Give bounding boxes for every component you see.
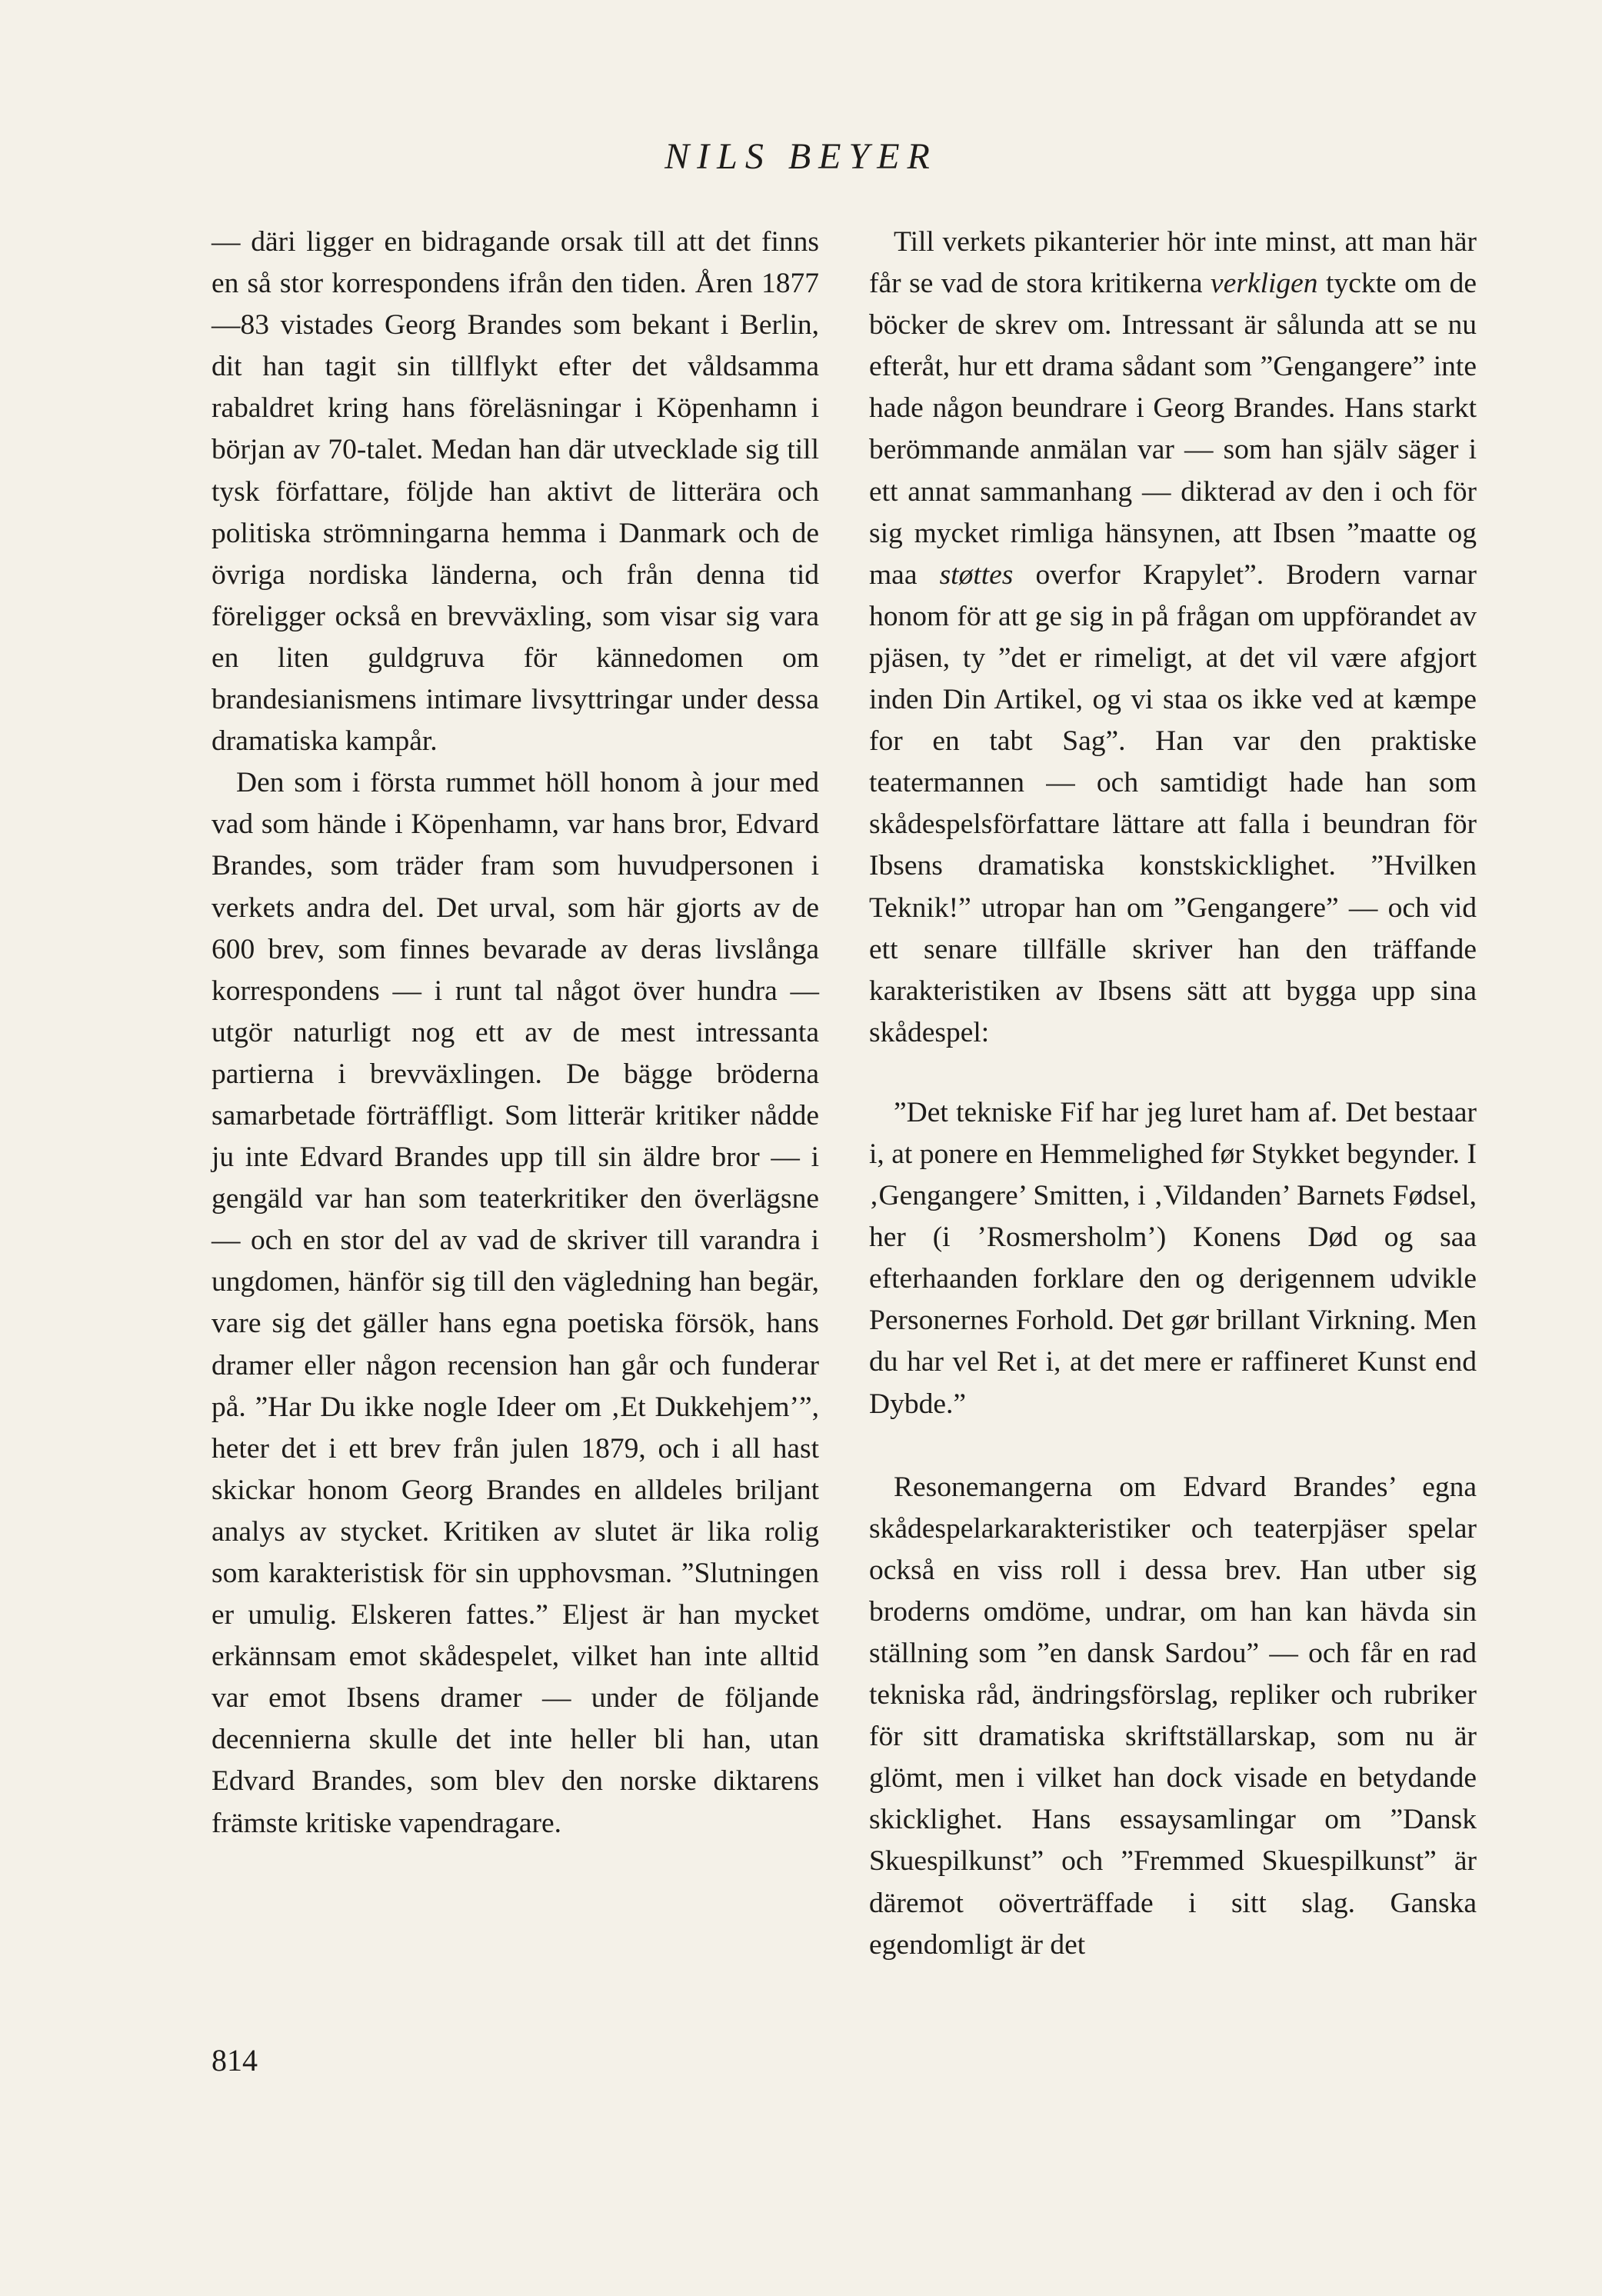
running-header: NILS BEYER (664, 136, 938, 177)
left-column (211, 222, 819, 1844)
text-run: Till verkets pikanterier hör inte minst, att man här får se vad de stora kritikerna (869, 226, 1477, 300)
paragraph: Den som i första rummet höll honom à jour med vad som hände i Köpenhamn, var hans bror, Edvard Brandes, som träder fram som huvudpersonen i verkets andra del. Det urval, som här gjorts av de 600 brev, som finnes bevarade av deras livslånga korrespondens — i runt tal något över hundra — utgör naturligt nog ett av de mest intressanta partierna i brevväxlingen. De bägge bröderna samarbetade förträffligt. Som litterär kritiker nådde ju inte Edvard Brandes upp till sin äldre bror — i gengäld var han som teaterkritiker den överlägsne — och en stor del av vad de skriver till varandra i ungdomen, hänför sig till den vägledning han begär, vare sig det gäller hans egna poetiska försök, hans dramer eller någon recension han går och funderar på. ”Har Du ikke nogle Ideer om ‚Et Dukkehjem’”, heter det i ett brev från julen 1879, och i all hast skickar honom Georg Brandes en alldeles briljant analys av stycket. Kritiken av slutet är lika rolig som karakteristisk för sin upphovsman. ”Slutningen er umulig. Elskeren fattes.” Eljest är han mycket erkännsam emot skådespelet, vilket han inte alltid var emot Ibsens dramer — under de följande decennierna skulle det inte heller bli han, utan Edvard Brandes, som blev den norske diktarens främste kritiske vapendragare. (211, 767, 819, 1839)
paragraph: Resonemangerna om Edvard Brandes’ egna skådespelarkarakteristiker och teaterpjäser spelar också en viss roll i dessa brev. Han utber sig broderns omdöme, undrar, om han kan hävda sin ställning som ”en dansk Sardou” — och får en rad tekniska råd, ändringsförslag, repliker och rubriker för sitt dramatiska skriftställarskap, som nu är glömt, men i vilket han dock visade en betydande skicklighet. Hans essaysamlingar om ”Dansk Skuespilkunst” och ”Fremmed Skuespilkunst” är däremot oöverträffade i sitt slag. Ganska egendomligt är det (869, 1471, 1477, 1961)
paragraph (869, 222, 1477, 1054)
text-run: tyckte om de böcker de skrev om. Intressant är sålunda att se nu efteråt, hur ett drama sådant som ”Gengangere” inte hade någon beundrare i Georg Brandes. Hans starkt berömmande anmälan var — som han själv säger i ett annat sammanhang — dikterad av den i och för sig mycket rimliga hänsynen, att Ibsen ”maatte og maa (869, 268, 1477, 591)
text-run: overfor Krapylet”. Brodern varnar honom för att ge sig in på frågan om uppförandet av pjäsen, ty ”det er rimeligt, at det vil være afgjort inden Din Artikel, og vi staa os ikke ved at kæmpe for en tabt Sag”. Han var den praktiske teatermannen — och samtidigt hade han som skådespelsförfattare lättare att falla i beundran för Ibsens dramatiska konstskicklighet. ”Hvilken Teknik!” utropar han om ”Gengangere” — och vid ett senare tillfälle skriver han den träffande karakteristiken av Ibsens sätt att bygga upp sina skådespel: (869, 558, 1477, 1048)
italic-text: verkligen (1211, 268, 1318, 300)
page-number: 814 (211, 2043, 258, 2078)
block-quote: ”Det tekniske Fif har jeg luret ham af. Det bestaar i, at ponere en Hemmelighed før Stykket begynder. I ‚Gengangere’ Smitten, i ‚Vildanden’ Barnets Fødsel, her (i ’Rosmersholm’) Konens Død og saa efterhaanden forklare den og derigennem udvikle Personernes Forhold. Det gør brillant Virkning. Men du har vel Ret i, at det mere er raffineret Kunst end Dybde.” (869, 1096, 1477, 1420)
right-column (869, 222, 1477, 1966)
italic-text: støttes (939, 558, 1014, 591)
paragraph: — däri ligger en bidragande orsak till att det finns en så stor korrespondens ifrån den tiden. Åren 1877—83 vistades Georg Brandes som bekant i Berlin, dit han tagit sin tillflykt efter det våldsamma rabaldret kring hans föreläsningar i Köpenhamn i början av 70-talet. Medan han där utvecklade sig till tysk författare, följde han aktivt de litterära och politiska strömningarna hemma i Danmark och de övriga nordiska länderna, och från denna tid föreligger också en brevväxling, som visar sig vara en liten guldgruva för kännedomen om brandesianismens intimare livsyttringar under dessa dramatiska kampår. (211, 226, 819, 758)
